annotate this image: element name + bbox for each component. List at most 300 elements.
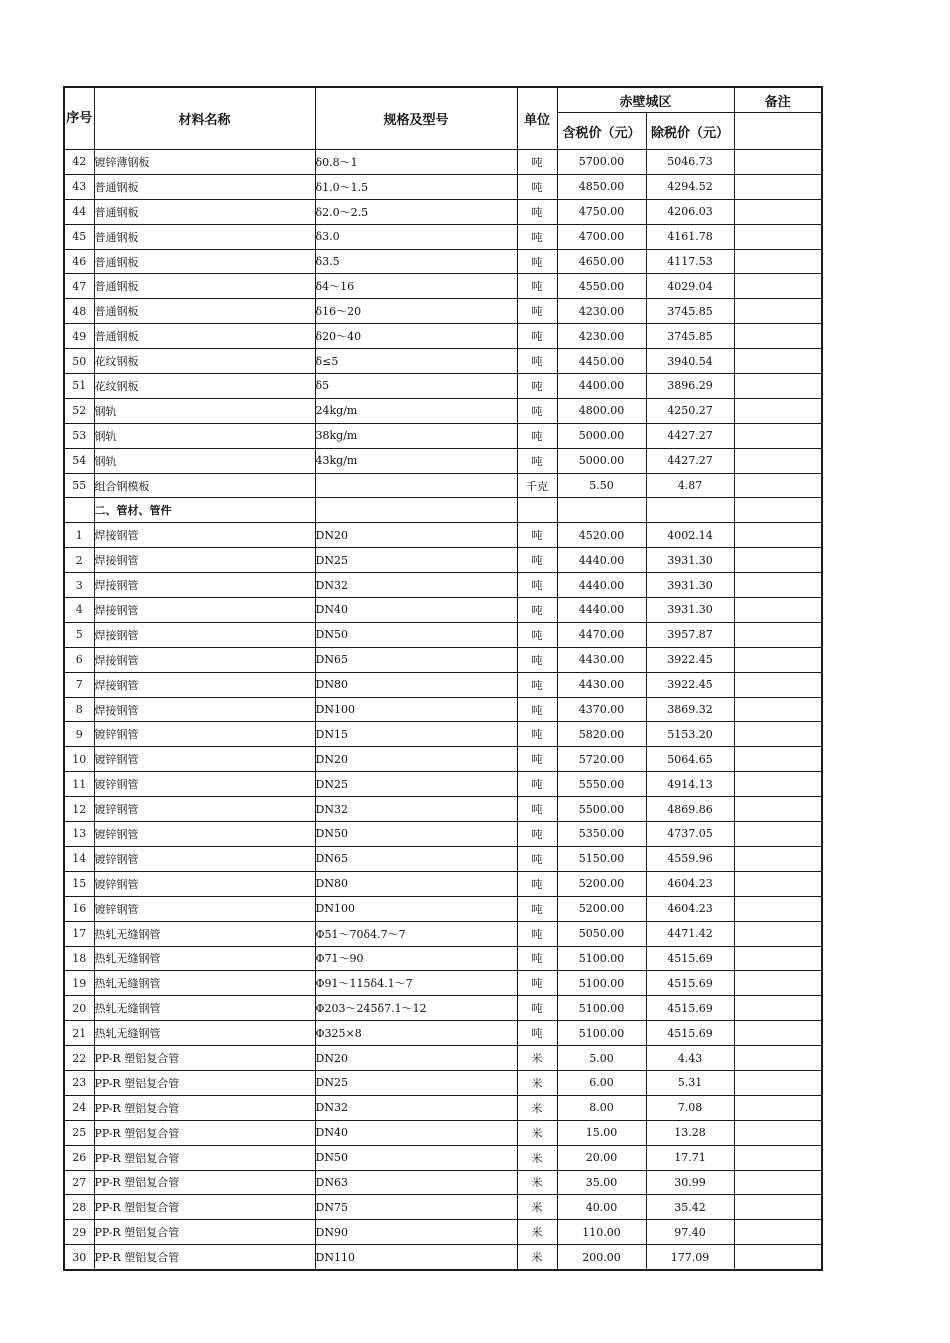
cell-material-name: 热轧无缝钢管 [94,971,315,996]
cell-spec: DN50 [315,1145,517,1170]
cell-unit: 吨 [517,299,557,324]
cell-material-name: 焊接钢管 [94,672,315,697]
cell-price-without-tax: 3745.85 [646,324,734,349]
cell-seq: 22 [64,1046,94,1071]
cell-price-with-tax: 4470.00 [557,622,646,647]
cell-unit: 吨 [517,846,557,871]
cell-unit: 米 [517,1070,557,1095]
cell-material-name: 组合钢模板 [94,473,315,498]
cell-price-without-tax [646,498,734,523]
cell-price-without-tax: 3896.29 [646,374,734,399]
table-row [64,473,822,498]
cell-price-with-tax: 40.00 [557,1195,646,1220]
cell-spec: DN100 [315,896,517,921]
table-row [64,946,822,971]
cell-price-without-tax: 3931.30 [646,573,734,598]
cell-remark [734,374,822,399]
cell-spec: DN50 [315,622,517,647]
cell-material-name: 镀锌薄钢板 [94,150,315,175]
cell-price-without-tax: 3957.87 [646,622,734,647]
cell-unit: 吨 [517,722,557,747]
cell-price-with-tax: 4800.00 [557,398,646,423]
cell-seq: 7 [64,672,94,697]
cell-seq: 52 [64,398,94,423]
cell-remark [734,324,822,349]
cell-price-with-tax: 4440.00 [557,598,646,623]
cell-price-without-tax: 4.43 [646,1046,734,1071]
cell-price-with-tax: 5100.00 [557,996,646,1021]
table-row [64,324,822,349]
cell-remark [734,249,822,274]
table-row [64,548,822,573]
header-seq: 序号 [64,87,94,150]
cell-unit: 吨 [517,822,557,847]
cell-remark [734,473,822,498]
cell-spec: δ1.0～1.5 [315,174,517,199]
cell-price-with-tax: 5820.00 [557,722,646,747]
table-header [64,87,822,150]
table-row [64,871,822,896]
cell-price-without-tax: 4914.13 [646,772,734,797]
cell-price-without-tax: 5064.65 [646,747,734,772]
table-row [64,448,822,473]
cell-unit: 吨 [517,398,557,423]
cell-material-name: 镀锌钢管 [94,871,315,896]
table-row [64,299,822,324]
cell-spec: 38kg/m [315,423,517,448]
cell-price-with-tax: 15.00 [557,1120,646,1145]
table-row [64,174,822,199]
cell-seq: 13 [64,822,94,847]
cell-price-without-tax: 35.42 [646,1195,734,1220]
cell-remark [734,423,822,448]
cell-price-without-tax: 4206.03 [646,199,734,224]
cell-material-name: PP-R 塑铝复合管 [94,1245,315,1270]
cell-unit: 吨 [517,747,557,772]
cell-price-without-tax: 4869.86 [646,797,734,822]
header-material-name: 材料名称 [94,87,315,150]
cell-remark [734,448,822,473]
cell-unit: 吨 [517,921,557,946]
cell-spec [315,498,517,523]
table-row [64,523,822,548]
cell-price-with-tax: 6.00 [557,1070,646,1095]
cell-spec: DN65 [315,846,517,871]
table-row [64,1245,822,1270]
cell-price-without-tax: 4515.69 [646,946,734,971]
cell-spec: DN90 [315,1220,517,1245]
cell-material-name: PP-R 塑铝复合管 [94,1046,315,1071]
cell-seq: 12 [64,797,94,822]
cell-price-with-tax: 4750.00 [557,199,646,224]
cell-material-name: 焊接钢管 [94,548,315,573]
cell-spec: DN32 [315,573,517,598]
cell-price-without-tax: 5153.20 [646,722,734,747]
cell-spec: DN110 [315,1245,517,1270]
cell-unit: 米 [517,1195,557,1220]
cell-material-name: 镀锌钢管 [94,896,315,921]
cell-unit: 吨 [517,871,557,896]
cell-remark [734,697,822,722]
cell-price-without-tax: 3745.85 [646,299,734,324]
cell-seq: 49 [64,324,94,349]
cell-remark [734,398,822,423]
cell-price-without-tax: 17.71 [646,1145,734,1170]
cell-price-with-tax: 4370.00 [557,697,646,722]
cell-seq: 14 [64,846,94,871]
cell-unit: 吨 [517,996,557,1021]
cell-unit: 米 [517,1120,557,1145]
cell-price-with-tax: 200.00 [557,1245,646,1270]
cell-price-without-tax: 4294.52 [646,174,734,199]
cell-seq: 42 [64,150,94,175]
cell-remark [734,1220,822,1245]
cell-material-name: PP-R 塑铝复合管 [94,1170,315,1195]
cell-unit: 米 [517,1046,557,1071]
header-remark-sub [734,113,822,150]
cell-material-name: 普通钢板 [94,299,315,324]
cell-remark [734,548,822,573]
header-spec: 规格及型号 [315,87,517,150]
cell-spec: DN40 [315,598,517,623]
cell-material-name: PP-R 塑铝复合管 [94,1070,315,1095]
cell-material-name: PP-R 塑铝复合管 [94,1220,315,1245]
table-row [64,697,822,722]
cell-price-without-tax: 177.09 [646,1245,734,1270]
cell-unit: 千克 [517,473,557,498]
cell-price-with-tax: 5550.00 [557,772,646,797]
cell-seq: 8 [64,697,94,722]
cell-seq: 53 [64,423,94,448]
cell-spec: δ0.8～1 [315,150,517,175]
cell-spec: δ3.0 [315,224,517,249]
cell-material-name: 镀锌钢管 [94,722,315,747]
cell-seq: 10 [64,747,94,772]
cell-seq: 46 [64,249,94,274]
cell-remark [734,573,822,598]
cell-price-with-tax: 4440.00 [557,573,646,598]
cell-price-without-tax: 4604.23 [646,896,734,921]
cell-material-name: 二、管材、管件 [94,498,315,523]
cell-remark [734,150,822,175]
cell-price-with-tax: 4230.00 [557,299,646,324]
cell-spec: DN40 [315,1120,517,1145]
cell-price-with-tax: 4450.00 [557,349,646,374]
table-row [64,996,822,1021]
table-row [64,647,822,672]
cell-spec: DN32 [315,1095,517,1120]
cell-material-name: 镀锌钢管 [94,822,315,847]
cell-unit: 吨 [517,622,557,647]
table-row [64,374,822,399]
header-region: 赤壁城区 [557,87,734,113]
cell-price-without-tax: 13.28 [646,1120,734,1145]
cell-material-name: 普通钢板 [94,249,315,274]
cell-seq: 20 [64,996,94,1021]
cell-material-name: PP-R 塑铝复合管 [94,1120,315,1145]
price-table [63,86,823,1271]
table-body [64,150,822,1271]
cell-unit: 米 [517,1170,557,1195]
cell-material-name: 热轧无缝钢管 [94,1021,315,1046]
cell-unit: 吨 [517,174,557,199]
cell-price-without-tax: 5046.73 [646,150,734,175]
cell-price-with-tax: 5000.00 [557,448,646,473]
cell-remark [734,672,822,697]
cell-unit: 米 [517,1220,557,1245]
table-row [64,150,822,175]
cell-spec: DN32 [315,797,517,822]
cell-remark [734,1095,822,1120]
cell-seq: 24 [64,1095,94,1120]
cell-price-without-tax: 4250.27 [646,398,734,423]
cell-unit: 吨 [517,324,557,349]
section-header-row [64,498,822,523]
cell-spec: 24kg/m [315,398,517,423]
cell-spec: DN65 [315,647,517,672]
table-row [64,1095,822,1120]
cell-spec: δ2.0～2.5 [315,199,517,224]
cell-remark [734,1245,822,1270]
cell-seq: 47 [64,274,94,299]
cell-price-with-tax: 5350.00 [557,822,646,847]
cell-price-without-tax: 4515.69 [646,996,734,1021]
table-row [64,622,822,647]
cell-seq: 54 [64,448,94,473]
cell-remark [734,871,822,896]
cell-spec: DN75 [315,1195,517,1220]
cell-unit: 吨 [517,374,557,399]
cell-material-name: 钢轨 [94,448,315,473]
cell-unit: 吨 [517,697,557,722]
table-row [64,274,822,299]
cell-remark [734,1070,822,1095]
cell-seq [64,498,94,523]
cell-unit: 吨 [517,772,557,797]
cell-unit: 吨 [517,896,557,921]
cell-spec: Φ325×8 [315,1021,517,1046]
cell-unit: 吨 [517,423,557,448]
cell-price-with-tax: 4550.00 [557,274,646,299]
cell-seq: 2 [64,548,94,573]
cell-remark [734,647,822,672]
cell-price-without-tax: 3922.45 [646,647,734,672]
cell-material-name: 热轧无缝钢管 [94,946,315,971]
table-row [64,1021,822,1046]
cell-unit: 吨 [517,199,557,224]
cell-material-name: 镀锌钢管 [94,747,315,772]
cell-price-without-tax: 4515.69 [646,1021,734,1046]
cell-spec: 43kg/m [315,448,517,473]
cell-price-with-tax: 8.00 [557,1095,646,1120]
cell-seq: 23 [64,1070,94,1095]
cell-material-name: 焊接钢管 [94,598,315,623]
cell-price-with-tax: 5100.00 [557,946,646,971]
cell-remark [734,1120,822,1145]
cell-spec: DN20 [315,1046,517,1071]
cell-spec: DN80 [315,871,517,896]
cell-price-without-tax: 7.08 [646,1095,734,1120]
cell-spec: DN100 [315,697,517,722]
cell-unit: 吨 [517,647,557,672]
cell-unit: 吨 [517,224,557,249]
cell-seq: 6 [64,647,94,672]
cell-material-name: 镀锌钢管 [94,797,315,822]
cell-seq: 21 [64,1021,94,1046]
cell-remark [734,822,822,847]
cell-unit: 吨 [517,349,557,374]
cell-material-name: 热轧无缝钢管 [94,921,315,946]
cell-material-name: 镀锌钢管 [94,846,315,871]
cell-remark [734,598,822,623]
cell-seq: 19 [64,971,94,996]
cell-material-name: 钢轨 [94,398,315,423]
table-row [64,1145,822,1170]
cell-remark [734,174,822,199]
cell-price-with-tax: 4520.00 [557,523,646,548]
cell-remark [734,274,822,299]
cell-price-without-tax: 4559.96 [646,846,734,871]
cell-remark [734,1021,822,1046]
table-row [64,1046,822,1071]
cell-price-without-tax: 4427.27 [646,423,734,448]
header-price-without-tax: 除税价（元） [646,113,734,150]
cell-material-name: 焊接钢管 [94,573,315,598]
cell-price-with-tax: 5.00 [557,1046,646,1071]
cell-price-with-tax: 5100.00 [557,971,646,996]
cell-seq: 18 [64,946,94,971]
cell-material-name: 钢轨 [94,423,315,448]
cell-remark [734,349,822,374]
cell-price-with-tax: 4400.00 [557,374,646,399]
cell-material-name: PP-R 塑铝复合管 [94,1195,315,1220]
cell-price-with-tax: 5.50 [557,473,646,498]
cell-price-with-tax: 4440.00 [557,548,646,573]
cell-unit: 吨 [517,548,557,573]
cell-remark [734,996,822,1021]
cell-unit: 米 [517,1095,557,1120]
table-row [64,747,822,772]
cell-material-name: 镀锌钢管 [94,772,315,797]
table-row [64,672,822,697]
table-row [64,772,822,797]
cell-unit: 吨 [517,274,557,299]
cell-spec: δ3.5 [315,249,517,274]
table-row [64,921,822,946]
cell-price-with-tax: 4850.00 [557,174,646,199]
cell-seq: 5 [64,622,94,647]
cell-unit: 吨 [517,971,557,996]
header-remark: 备注 [734,87,822,113]
cell-material-name: 花纹钢板 [94,374,315,399]
cell-unit: 吨 [517,448,557,473]
cell-spec: Φ71～90 [315,946,517,971]
cell-remark [734,1145,822,1170]
cell-price-without-tax: 3922.45 [646,672,734,697]
cell-spec: DN50 [315,822,517,847]
cell-seq: 43 [64,174,94,199]
cell-price-without-tax: 4002.14 [646,523,734,548]
cell-seq: 27 [64,1170,94,1195]
cell-spec: δ20～40 [315,324,517,349]
cell-remark [734,971,822,996]
cell-seq: 28 [64,1195,94,1220]
cell-remark [734,722,822,747]
cell-price-without-tax: 4737.05 [646,822,734,847]
cell-remark [734,846,822,871]
table-row [64,1220,822,1245]
table-row [64,573,822,598]
cell-price-with-tax: 5200.00 [557,896,646,921]
cell-seq: 3 [64,573,94,598]
cell-seq: 45 [64,224,94,249]
cell-spec: DN63 [315,1170,517,1195]
cell-unit: 吨 [517,1021,557,1046]
table-row [64,199,822,224]
cell-seq: 15 [64,871,94,896]
cell-spec: δ5 [315,374,517,399]
cell-seq: 44 [64,199,94,224]
cell-price-without-tax: 4029.04 [646,274,734,299]
cell-material-name: 普通钢板 [94,199,315,224]
cell-price-without-tax: 3931.30 [646,598,734,623]
cell-unit: 吨 [517,150,557,175]
cell-price-without-tax: 3869.32 [646,697,734,722]
cell-price-without-tax: 30.99 [646,1170,734,1195]
table-row [64,598,822,623]
table-row [64,349,822,374]
cell-price-with-tax: 4700.00 [557,224,646,249]
cell-remark [734,946,822,971]
cell-spec: DN25 [315,1070,517,1095]
cell-price-without-tax: 3931.30 [646,548,734,573]
cell-seq: 30 [64,1245,94,1270]
cell-unit: 米 [517,1145,557,1170]
cell-unit: 吨 [517,598,557,623]
cell-material-name: PP-R 塑铝复合管 [94,1145,315,1170]
cell-seq: 9 [64,722,94,747]
cell-spec: δ≤5 [315,349,517,374]
cell-spec: δ16～20 [315,299,517,324]
cell-spec [315,473,517,498]
table-row [64,398,822,423]
cell-seq: 25 [64,1120,94,1145]
cell-seq: 26 [64,1145,94,1170]
cell-remark [734,199,822,224]
cell-unit: 米 [517,1245,557,1270]
cell-remark [734,1170,822,1195]
cell-remark [734,747,822,772]
cell-price-without-tax: 4604.23 [646,871,734,896]
cell-seq: 4 [64,598,94,623]
cell-material-name: PP-R 塑铝复合管 [94,1095,315,1120]
cell-material-name: 焊接钢管 [94,647,315,672]
cell-seq: 17 [64,921,94,946]
cell-remark [734,921,822,946]
cell-price-without-tax: 4.87 [646,473,734,498]
cell-spec: DN20 [315,523,517,548]
cell-material-name: 焊接钢管 [94,622,315,647]
cell-material-name: 热轧无缝钢管 [94,996,315,1021]
cell-price-with-tax: 5200.00 [557,871,646,896]
cell-price-without-tax: 4471.42 [646,921,734,946]
cell-price-without-tax: 4515.69 [646,971,734,996]
cell-remark [734,299,822,324]
cell-price-with-tax: 35.00 [557,1170,646,1195]
table-row [64,722,822,747]
cell-price-with-tax: 5100.00 [557,1021,646,1046]
cell-price-with-tax: 4430.00 [557,647,646,672]
